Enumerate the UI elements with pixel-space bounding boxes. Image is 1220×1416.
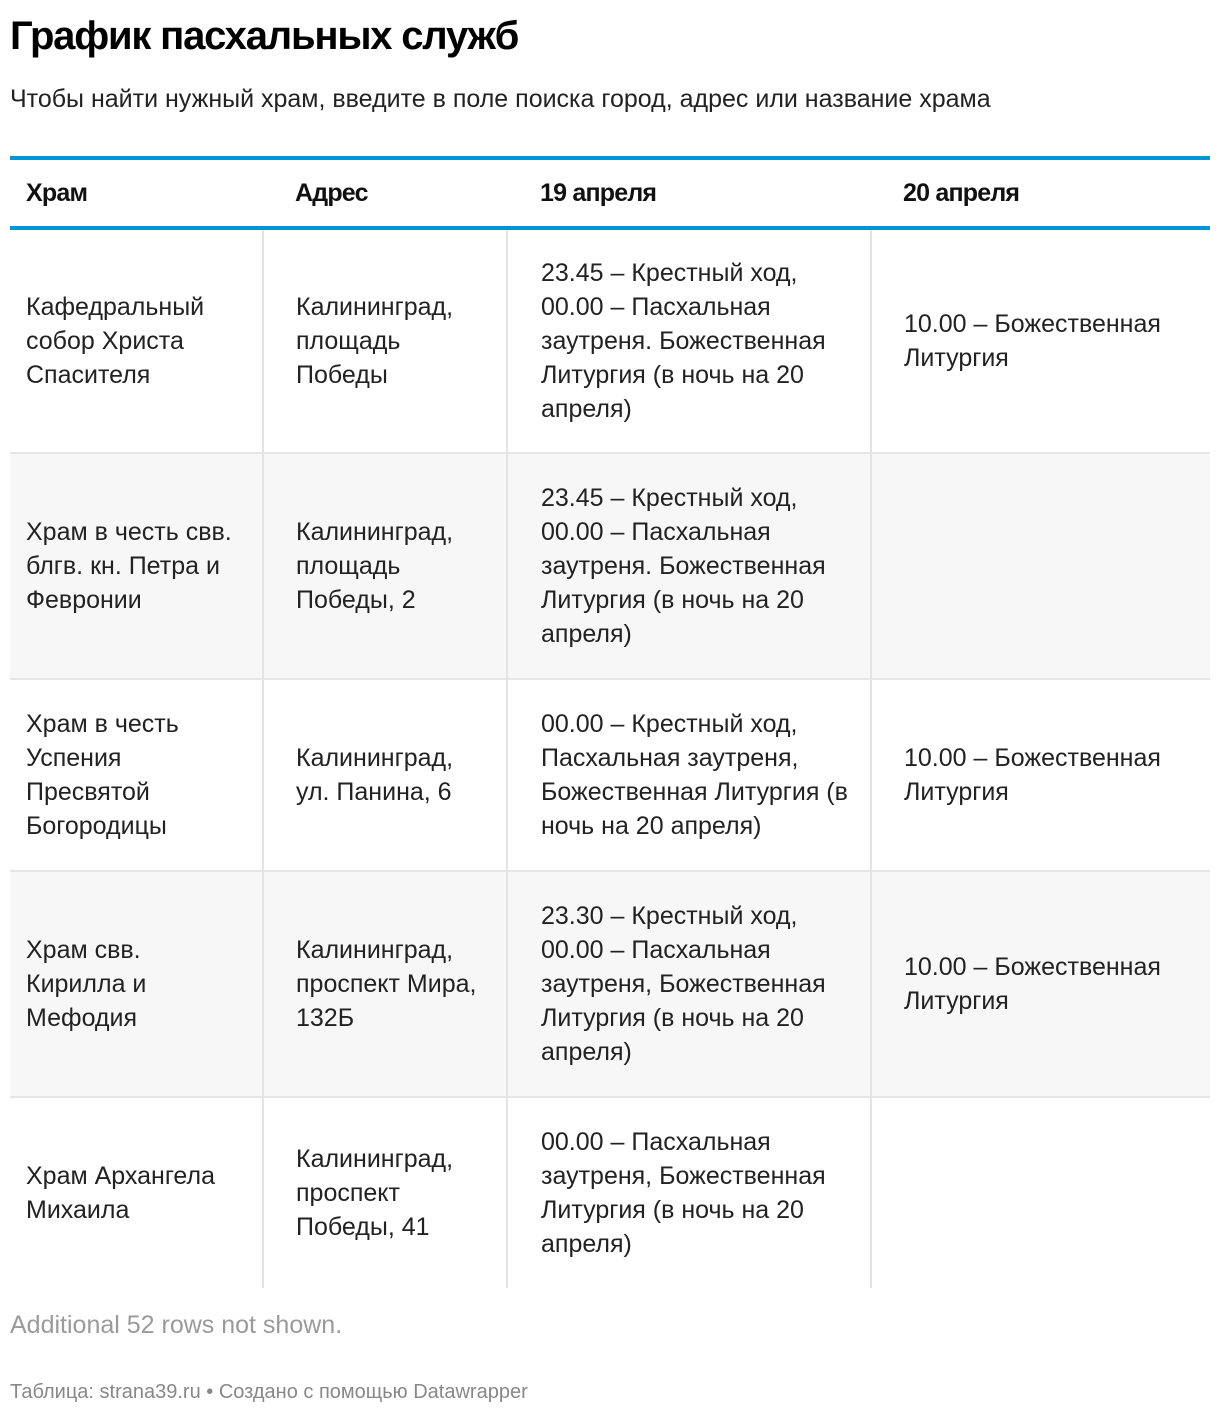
cell-address: Калининград, площадь Победы (263, 228, 507, 453)
table-row (10, 679, 1210, 871)
page-title: График пасхальных служб (10, 14, 519, 58)
cell-apr20: 10.00 – Божественная Литургия (871, 228, 1210, 453)
cell-apr20 (871, 453, 1210, 679)
cell-temple: Кафедральный собор Христа Спасителя (26, 293, 205, 389)
cell-apr19: 23.30 – Крестный ход, 00.00 – Пасхальная заутреня, Божественная Литургия (в ночь на 20 апреля) (507, 871, 871, 1097)
column-header-temple[interactable]: Храм (10, 158, 263, 228)
cell-apr20: 10.00 – Божественная Литургия (871, 871, 1210, 1097)
cell-apr20 (871, 1097, 1210, 1288)
cell-address: Калининград, площадь Победы, 2 (263, 453, 507, 679)
page-subtitle: Чтобы найти нужный храм, введите в поле поиска город, адрес или название храма (10, 85, 991, 113)
cell-address: Калининград, ул. Панина, 6 (263, 679, 507, 871)
table-row (10, 228, 1210, 453)
cell-address: Калининград, проспект Мира, 132Б (263, 871, 507, 1097)
cell-temple: Храм свв. Кирилла и Мефодия (10, 871, 263, 1097)
cell-apr19: 00.00 – Пасхальная заутреня, Божественная Литургия (в ночь на 20 апреля) (507, 1097, 871, 1288)
table-row (10, 871, 1210, 1097)
table-header-row (10, 158, 1210, 228)
cell-apr19: 00.00 – Крестный ход, Пасхальная заутреня, Божественная Литургия (в ночь на 20 апреля) (507, 679, 871, 871)
cell-temple: Храм в честь свв. блгв. кн. Петра и Февронии (10, 453, 263, 679)
cell-apr19: 23.45 – Крестный ход, 00.00 – Пасхальная заутреня. Божественная Литургия (в ночь на 20 апреля) (507, 228, 871, 453)
source-footer: Таблица: strana39.ru • Создано с помощью Datawrapper (10, 1381, 528, 1403)
column-header-apr20[interactable]: 20 апреля (871, 158, 1210, 228)
rows-not-shown-notice: Additional 52 rows not shown. (10, 1311, 343, 1339)
cell-apr19: 23.45 – Крестный ход, 00.00 – Пасхальная заутреня. Божественная Литургия (в ночь на 20 апреля) (507, 453, 871, 679)
table-row (10, 1097, 1210, 1288)
column-header-address[interactable]: Адрес (263, 158, 507, 228)
table-row (10, 453, 1210, 679)
cell-address: Калининград, проспект Победы, 41 (263, 1097, 507, 1288)
cell-apr20: 10.00 – Божественная Литургия (871, 679, 1210, 871)
column-header-apr19[interactable]: 19 апреля (507, 158, 871, 228)
cell-temple: Храм в честь Успения Пресвятой Богородицы (10, 679, 263, 871)
cell-temple: Храм Архангела Михаила (10, 1097, 263, 1288)
services-table (10, 156, 1210, 1288)
